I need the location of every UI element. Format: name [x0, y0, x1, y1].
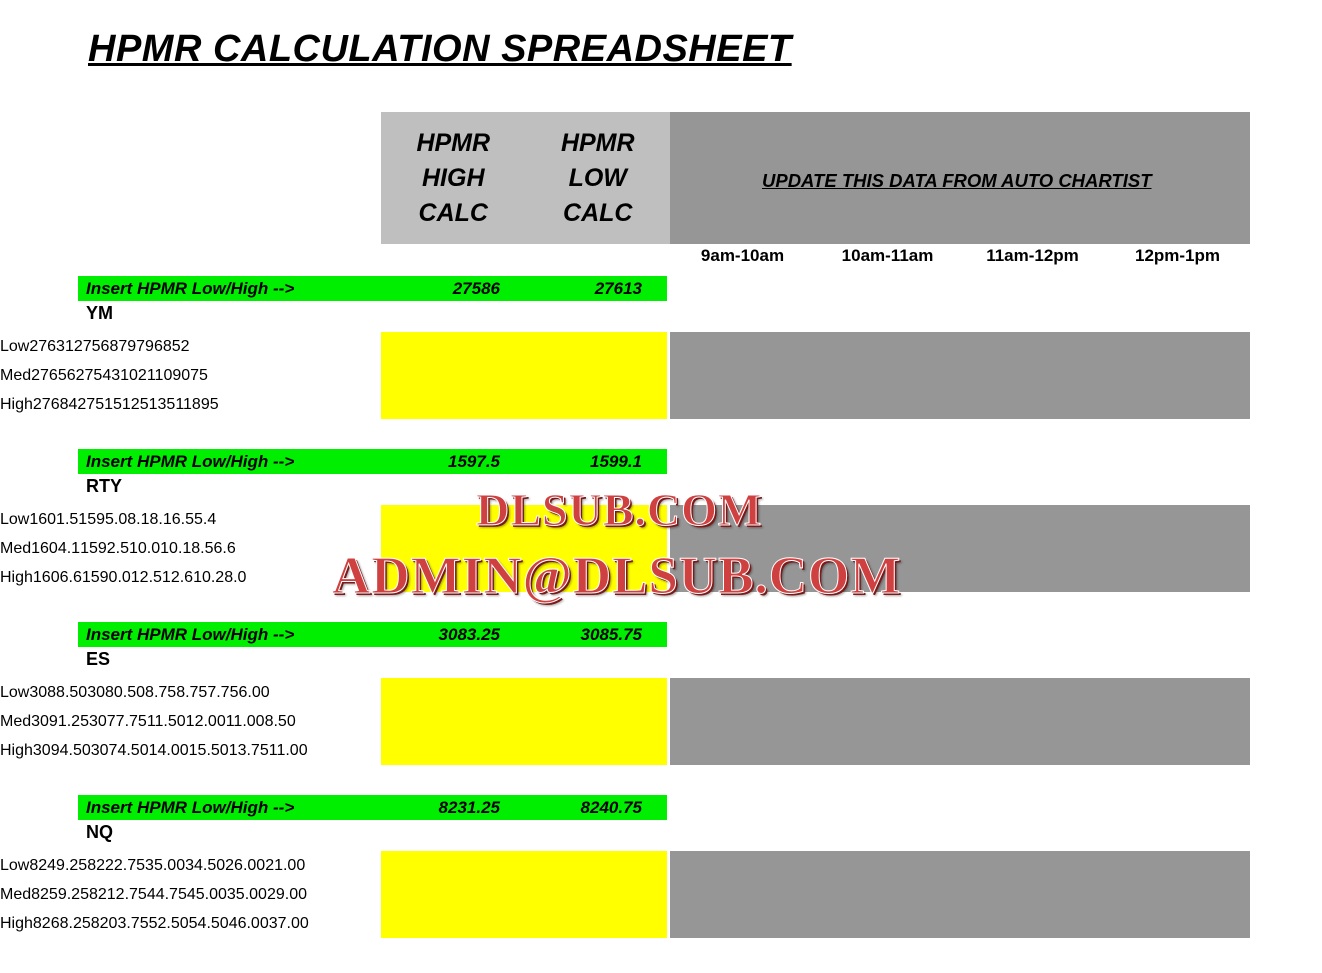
insert-row-rty[interactable]: [78, 449, 667, 474]
hpmr-low-line2: LOW: [568, 163, 627, 192]
table-row: [0, 390, 1322, 419]
row-label-es-med: Med: [0, 712, 32, 730]
row-label-rty-high: High: [0, 568, 33, 586]
calc-high-ym-med: 27656: [31, 366, 76, 384]
time-header-3: 11am-12pm: [986, 246, 1079, 265]
insert-high-es[interactable]: 3083.25: [438, 624, 500, 644]
hpmr-calc-header: [381, 112, 670, 244]
auto-ym-med-c3[interactable]: 90: [172, 366, 191, 384]
hpmr-high-calc-header: [381, 112, 526, 244]
insert-row-es[interactable]: [78, 622, 667, 647]
hpmr-low-line1: HPMR: [560, 129, 635, 157]
table-row: [0, 534, 1322, 563]
auto-es-med-c2[interactable]: 12.00: [185, 712, 226, 730]
symbol-es: ES: [86, 649, 111, 669]
auto-chartist-note: UPDATE THIS DATA FROM AUTO CHARTIST: [762, 170, 1152, 191]
calc-high-es-high: 3094.50: [32, 741, 91, 759]
calc-high-nq-low: 8249.25: [29, 856, 88, 874]
table-row: [0, 909, 1322, 938]
calc-low-ym-med: 27543: [75, 366, 121, 384]
calc-low-ym-high: 27515: [77, 395, 122, 413]
calc-low-es-high: 3074.50: [90, 741, 149, 759]
calc-high-nq-med: 8259.25: [31, 885, 89, 903]
time-column-headers: [670, 246, 1250, 274]
auto-ym-low-c1[interactable]: 79: [118, 337, 137, 355]
table-row: [0, 332, 1322, 361]
auto-nq-low-c1[interactable]: 35.00: [145, 856, 186, 874]
auto-ym-med-c4[interactable]: 75: [190, 366, 208, 384]
rows-ym: [0, 332, 1322, 419]
calc-high-ym-low: 27631: [29, 337, 74, 355]
auto-rty-low-c3[interactable]: 6.5: [171, 510, 194, 528]
table-row: [0, 505, 1322, 534]
auto-es-high-c3[interactable]: 13.75: [228, 741, 269, 759]
row-label-nq-high: High: [0, 914, 33, 932]
symbol-ym: YM: [86, 303, 113, 323]
auto-ym-low-c2[interactable]: 79: [136, 337, 154, 355]
auto-rty-low-c2[interactable]: 8.1: [149, 510, 172, 528]
auto-es-med-c4[interactable]: 8.50: [264, 712, 296, 730]
auto-es-low-c4[interactable]: 6.00: [238, 683, 270, 701]
table-row: [0, 563, 1322, 592]
auto-nq-low-c3[interactable]: 26.00: [225, 856, 266, 874]
row-label-ym-med: Med: [0, 366, 32, 384]
hpmr-high-line3: CALC: [418, 198, 488, 227]
insert-label-rty: Insert HPMR Low/High -->: [86, 451, 295, 471]
auto-es-low-c1[interactable]: 8.75: [145, 683, 177, 701]
auto-nq-low-c2[interactable]: 34.50: [185, 856, 226, 874]
auto-rty-high-c4[interactable]: 8.0: [224, 568, 247, 586]
insert-high-rty[interactable]: 1597.5: [448, 451, 500, 471]
row-label-rty-low: Low: [0, 510, 30, 528]
insert-label-nq: Insert HPMR Low/High -->: [86, 797, 295, 817]
insert-row-nq[interactable]: [78, 795, 667, 820]
row-label-nq-med: Med: [0, 885, 32, 903]
auto-nq-low-c4[interactable]: 21.00: [265, 856, 306, 874]
auto-ym-med-c2[interactable]: 110: [146, 366, 173, 384]
rows-rty: [0, 505, 1322, 592]
hpmr-low-line3: CALC: [563, 198, 633, 227]
auto-rty-med-c4[interactable]: 6.6: [213, 539, 236, 557]
symbol-nq: NQ: [86, 822, 113, 842]
row-label-rty-med: Med: [0, 539, 32, 557]
auto-chartist-header: [670, 112, 1250, 244]
time-header-1: 9am-10am: [700, 246, 785, 265]
auto-ym-high-c3[interactable]: 118: [175, 395, 201, 413]
table-row: [0, 361, 1322, 390]
auto-ym-low-c3[interactable]: 68: [153, 337, 172, 355]
time-header-2: 10am-11am: [841, 246, 934, 265]
calc-high-rty-high: 1606.6: [32, 568, 82, 586]
auto-rty-high-c1[interactable]: 12.5: [130, 568, 162, 586]
auto-rty-med-c1[interactable]: 10.0: [129, 539, 161, 557]
auto-rty-med-c2[interactable]: 10.1: [160, 539, 192, 557]
auto-nq-high-c4[interactable]: 37.00: [268, 914, 309, 932]
rows-es: [0, 678, 1322, 765]
hpmr-high-line1: HPMR: [416, 129, 491, 157]
insert-low-es[interactable]: 3085.75: [580, 624, 642, 644]
auto-nq-med-c3[interactable]: 35.00: [226, 885, 267, 903]
auto-nq-high-c2[interactable]: 54.50: [188, 914, 229, 932]
calc-high-es-low: 3088.50: [29, 683, 88, 701]
auto-rty-high-c2[interactable]: 12.6: [161, 568, 194, 586]
calc-low-nq-med: 8212.75: [88, 885, 147, 903]
watermark-line2: ADMIN@DLSUB.COM: [332, 547, 902, 605]
time-header-4: 12pm-1pm: [1134, 246, 1221, 265]
insert-high-ym[interactable]: 27586: [452, 278, 500, 298]
calc-high-rty-low: 1601.5: [29, 510, 79, 528]
calc-low-rty-high: 1590.0: [81, 568, 131, 586]
row-label-es-low: Low: [0, 683, 30, 701]
insert-high-nq[interactable]: 8231.25: [438, 797, 500, 817]
row-label-ym-low: Low: [0, 337, 30, 355]
auto-es-high-c2[interactable]: 15.50: [188, 741, 229, 759]
hpmr-high-line2: HIGH: [422, 163, 485, 192]
auto-es-low-c2[interactable]: 8.75: [176, 683, 208, 701]
row-label-ym-high: High: [0, 395, 33, 413]
auto-ym-high-c4[interactable]: 95: [200, 395, 219, 413]
symbol-rty: RTY: [86, 476, 122, 496]
table-row: [0, 880, 1322, 909]
table-row: [0, 707, 1322, 736]
insert-label-es: Insert HPMR Low/High -->: [86, 624, 295, 644]
auto-nq-med-c4[interactable]: 29.00: [266, 885, 307, 903]
auto-nq-med-c2[interactable]: 45.00: [186, 885, 227, 903]
row-label-es-high: High: [0, 741, 33, 759]
row-label-nq-low: Low: [0, 856, 30, 874]
auto-rty-med-c3[interactable]: 8.5: [191, 539, 214, 557]
table-row: [0, 678, 1322, 707]
auto-ym-med-c1[interactable]: 102: [120, 366, 147, 384]
table-row: [0, 851, 1322, 880]
auto-ym-high-c1[interactable]: 125: [121, 395, 149, 413]
auto-es-med-c3[interactable]: 11.00: [225, 712, 265, 730]
auto-rty-low-c1[interactable]: 8.1: [127, 510, 150, 528]
auto-es-low-c3[interactable]: 7.75: [207, 683, 239, 701]
table-row: [0, 736, 1322, 765]
auto-es-med-c1[interactable]: 11.50: [146, 712, 186, 730]
auto-nq-med-c1[interactable]: 44.75: [146, 885, 187, 903]
calc-low-es-low: 3080.50: [87, 683, 146, 701]
calc-low-nq-low: 8222.75: [87, 856, 146, 874]
insert-label-ym: Insert HPMR Low/High -->: [86, 278, 295, 298]
calc-low-rty-med: 1592.5: [80, 539, 129, 557]
auto-es-high-c1[interactable]: 14.00: [148, 741, 189, 759]
calc-low-es-med: 3077.75: [88, 712, 147, 730]
calc-high-es-med: 3091.25: [31, 712, 89, 730]
calc-high-rty-med: 1604.1: [31, 539, 81, 557]
calc-low-rty-low: 1595.0: [78, 510, 128, 528]
page-title: HPMR CALCULATION SPREADSHEET: [88, 28, 792, 70]
insert-low-ym[interactable]: 27613: [594, 278, 642, 298]
calc-high-nq-high: 8268.25: [32, 914, 91, 932]
auto-nq-high-c1[interactable]: 52.50: [148, 914, 189, 932]
auto-nq-high-c3[interactable]: 46.00: [228, 914, 269, 932]
auto-rty-low-c4[interactable]: 5.4: [193, 510, 217, 528]
watermark-line1: DLSUB.COM: [476, 484, 763, 535]
auto-ym-high-c2[interactable]: 135: [148, 395, 176, 413]
calc-high-ym-high: 27684: [32, 395, 78, 413]
auto-es-high-c4[interactable]: 11.00: [268, 741, 308, 759]
hpmr-low-calc-header: [526, 112, 671, 244]
calc-low-ym-low: 27568: [73, 337, 119, 355]
insert-low-rty[interactable]: 1599.1: [590, 451, 642, 471]
rows-nq: [0, 851, 1322, 938]
calc-low-nq-high: 8203.75: [90, 914, 149, 932]
auto-rty-high-c3[interactable]: 10.2: [193, 568, 225, 586]
insert-row-ym[interactable]: [78, 276, 667, 301]
insert-low-nq[interactable]: 8240.75: [580, 797, 642, 817]
auto-ym-low-c4[interactable]: 52: [171, 337, 190, 355]
